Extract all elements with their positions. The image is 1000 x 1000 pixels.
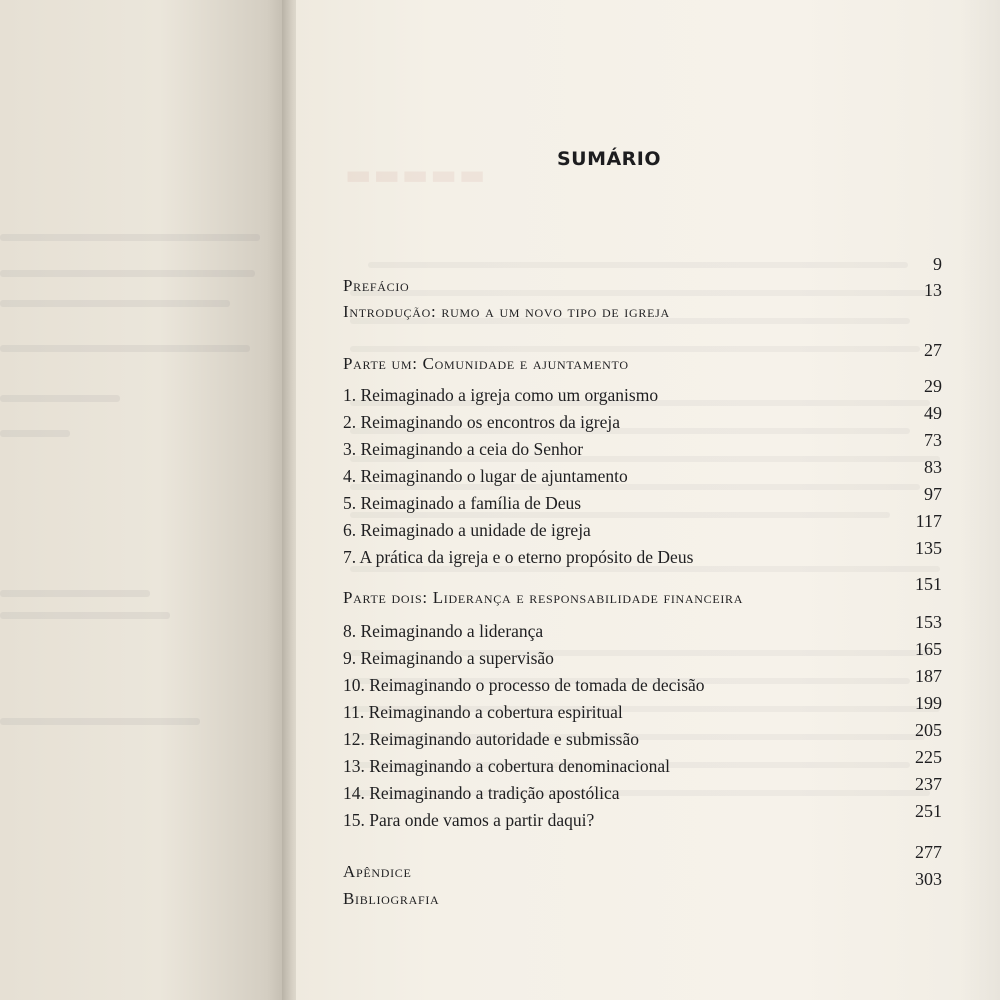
- toc-entry-page-number: 153: [915, 612, 942, 632]
- toc-entry-page-number: 97: [924, 484, 942, 504]
- toc-entry-page-number: 27: [924, 340, 942, 360]
- toc-entry-page-number: 205: [915, 720, 942, 740]
- toc-entry-label: 11. Reimaginando a cobertura espiritual: [343, 702, 623, 722]
- toc-entry-label: 1. Reimaginado a igreja como um organismo: [343, 385, 659, 405]
- toc-entry-page-number: 117: [915, 511, 942, 531]
- toc-entry: [343, 254, 942, 296]
- toc-entry-label: 2. Reimaginando os encontros da igreja: [343, 412, 621, 432]
- toc-entry: [343, 693, 942, 723]
- toc-entry-label: Bibliografia: [343, 889, 440, 908]
- toc-entry-page-number: 187: [915, 666, 942, 686]
- toc-entry-label: 13. Reimaginando a cobertura denominacional: [343, 756, 671, 776]
- toc-entry: [343, 720, 942, 750]
- toc-entry-label: 12. Reimaginando autoridade e submissão: [343, 729, 639, 749]
- toc-entry-page-number: 151: [915, 574, 942, 594]
- toc-entry: [343, 842, 942, 882]
- toc-entry: [343, 430, 942, 460]
- ghost-text-line: [0, 590, 150, 597]
- ghost-text-line: [0, 300, 230, 307]
- toc-entry-page-number: 277: [915, 842, 942, 862]
- bleed-through-heading: ▬▬▬▬▬: [345, 158, 488, 191]
- toc-entry: [343, 511, 942, 541]
- toc-entry: [343, 340, 942, 374]
- toc-entry-page-number: 237: [915, 774, 942, 794]
- toc-entry: [343, 612, 942, 642]
- bleed-through-line: [368, 262, 908, 268]
- toc-entry: [343, 747, 942, 777]
- ghost-text-line: [0, 234, 260, 241]
- toc-entry-page-number: 251: [915, 801, 942, 821]
- ghost-text-line: [0, 395, 120, 402]
- toc-entry-label: Parte um: Comunidade e ajuntamento: [343, 354, 629, 373]
- toc-entry: [343, 484, 942, 514]
- toc-entry-label: Prefácio: [343, 276, 410, 295]
- toc-entry-label: 3. Reimaginando a ceia do Senhor: [343, 439, 584, 459]
- toc-entry: [343, 538, 942, 568]
- toc-entry-label: 15. Para onde vamos a partir daqui?: [343, 810, 595, 830]
- ghost-text-line: [0, 430, 70, 437]
- toc-title: SUMÁRIO: [556, 148, 662, 170]
- toc-entry-label: Parte dois: Liderança e responsabilidade financeira: [343, 588, 744, 607]
- toc-entry-label: 7. A prática da igreja e o eterno propósito de Deus: [343, 547, 694, 567]
- ghost-text-line: [0, 270, 255, 277]
- toc-entry-page-number: 303: [915, 869, 942, 889]
- toc-entry-page-number: 73: [924, 430, 942, 450]
- toc-entry-page-number: 199: [915, 693, 942, 713]
- toc-entry-page-number: 9: [933, 254, 942, 274]
- toc-entry-label: 14. Reimaginando a tradição apostólica: [343, 783, 620, 803]
- toc-entry-page-number: 165: [915, 639, 942, 659]
- toc-entry-label: 10. Reimaginando o processo de tomada de decisão: [343, 675, 705, 695]
- toc-entry-label: Apêndice: [343, 862, 412, 881]
- toc-entry-label: 8. Reimaginando a liderança: [343, 621, 544, 641]
- ghost-text-line: [0, 612, 170, 619]
- toc-entry-page-number: 49: [924, 403, 942, 423]
- toc-entry-label: 4. Reimaginando o lugar de ajuntamento: [343, 466, 628, 486]
- toc-entry-label: 9. Reimaginando a supervisão: [343, 648, 554, 668]
- toc-entry: [343, 457, 942, 487]
- toc-entry-page-number: 29: [924, 376, 942, 396]
- toc-entry: [343, 574, 942, 608]
- ghost-text-line: [0, 718, 200, 725]
- toc-entry-page-number: 13: [924, 280, 942, 300]
- toc-entry-page-number: 225: [915, 747, 942, 767]
- toc-entry-label: 6. Reimaginado a unidade de igreja: [343, 520, 591, 540]
- toc-entry-page-number: 135: [915, 538, 942, 558]
- toc-entry: [343, 774, 942, 804]
- toc-entry: [343, 639, 942, 669]
- toc-entry: [343, 666, 942, 696]
- toc-entry-label: Introdução: rumo a um novo tipo de igreja: [343, 302, 670, 321]
- toc-entry-label: 5. Reimaginado a família de Deus: [343, 493, 582, 513]
- toc-entry: [343, 376, 942, 406]
- ghost-text-line: [0, 345, 250, 352]
- toc-entry: [343, 801, 942, 831]
- toc-entry-page-number: 83: [924, 457, 942, 477]
- toc-entry: [343, 403, 942, 433]
